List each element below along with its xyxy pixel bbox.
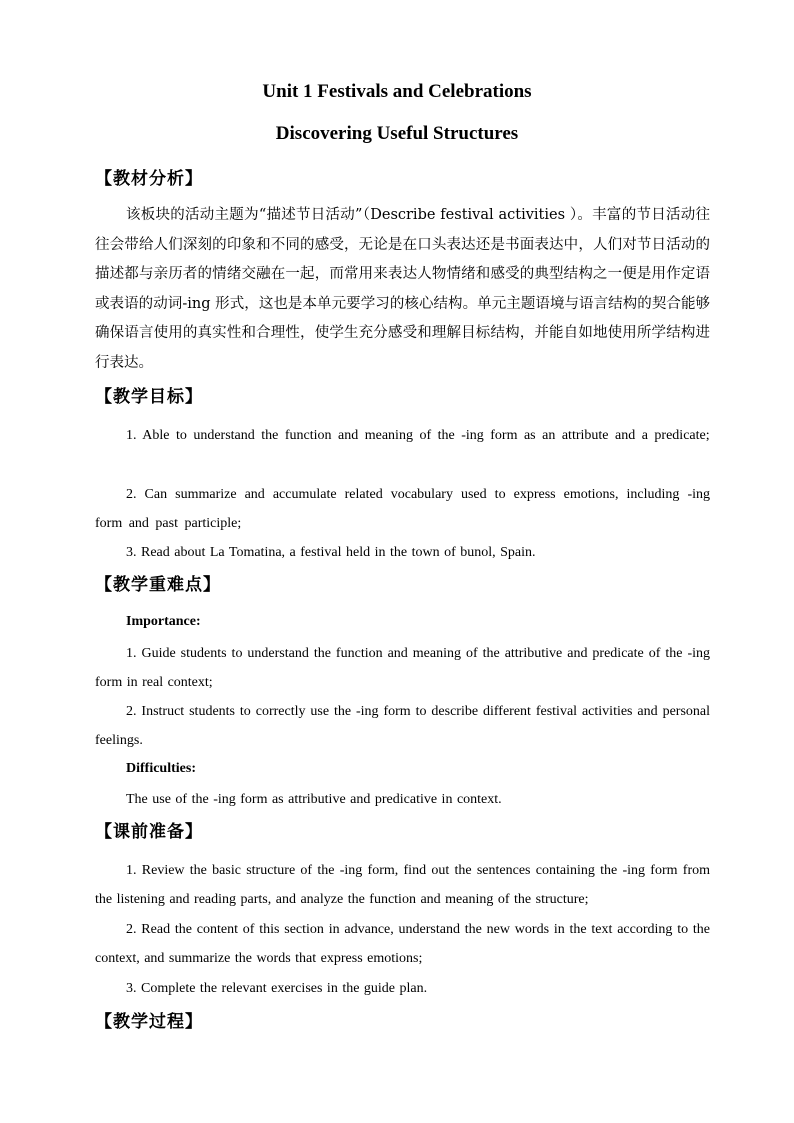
document-title: Unit 1 Festivals and Celebrations (262, 81, 532, 102)
objective-item (95, 421, 710, 450)
section-heading-key-points: 【教学重难点】 (95, 575, 221, 595)
document-subtitle: Discovering Useful Structures (275, 123, 519, 144)
analysis-text: 该板块的活动主题为“描述节日活动”（Describe festival activities ）。丰富的节日活动往往会带给人们深刻的印象和不同的感受，无论是在口头表达还是书面表达中，人们对节日活动的描述都与亲历者的情绪交融在一起，而常用来表达人物情绪和感受的典型结构之一便是用作定语或表语的动词-ing 形式，这也是本单元要学习的核心结构。单元主题语境与语言结构的契合能够确保语言使用的真实性和合理性，使学生充分感受和理解目标结构，并能自如地使用所学结构进行表达。 (95, 207, 710, 371)
objective-item (95, 538, 710, 567)
importance-text: 2. Instruct students to correctly use the -ing form to describe different festival activities and personal feelings. (95, 704, 710, 748)
objective-text: 3. Read about La Tomatina, a festival held in the town of bunol, Spain. (126, 545, 536, 560)
importance-text: 1. Guide students to understand the function and meaning of the attributive and predicate of the -ing form in real context; (95, 646, 710, 690)
objective-text: 1. Able to understand the function and meaning of the -ing form as an attribute and a predicate; (126, 428, 710, 443)
objective-text: 2. Can summarize and accumulate related vocabulary used to express emotions, including -ing form and past participle; (95, 487, 710, 531)
section-heading-process: 【教学过程】 (95, 1012, 203, 1032)
difficulties-paragraph (95, 785, 710, 814)
section-heading-objectives: 【教学目标】 (95, 387, 203, 407)
objective-item (95, 480, 710, 538)
preparation-text: 2. Read the content of this section in advance, understand the new words in the text according to the context, and summarize the words that express emotions; (95, 922, 710, 966)
preparation-item (95, 856, 710, 914)
preparation-text: 1. Review the basic structure of the -ing form, find out the sentences containing the -ing form from the listening and reading parts, and analyze the function and meaning of the structure; (95, 863, 710, 907)
importance-item (95, 639, 710, 697)
importance-label: Importance: (126, 614, 201, 629)
section-heading-analysis: 【教材分析】 (95, 169, 203, 189)
analysis-paragraph (95, 201, 710, 378)
section-heading-preparation: 【课前准备】 (95, 822, 203, 842)
difficulties-label: Difficulties: (126, 761, 196, 776)
preparation-item (95, 974, 710, 1003)
preparation-text: 3. Complete the relevant exercises in the guide plan. (126, 981, 428, 996)
importance-item (95, 697, 710, 755)
difficulties-text: The use of the -ing form as attributive and predicative in context. (126, 792, 502, 807)
preparation-item (95, 915, 710, 973)
